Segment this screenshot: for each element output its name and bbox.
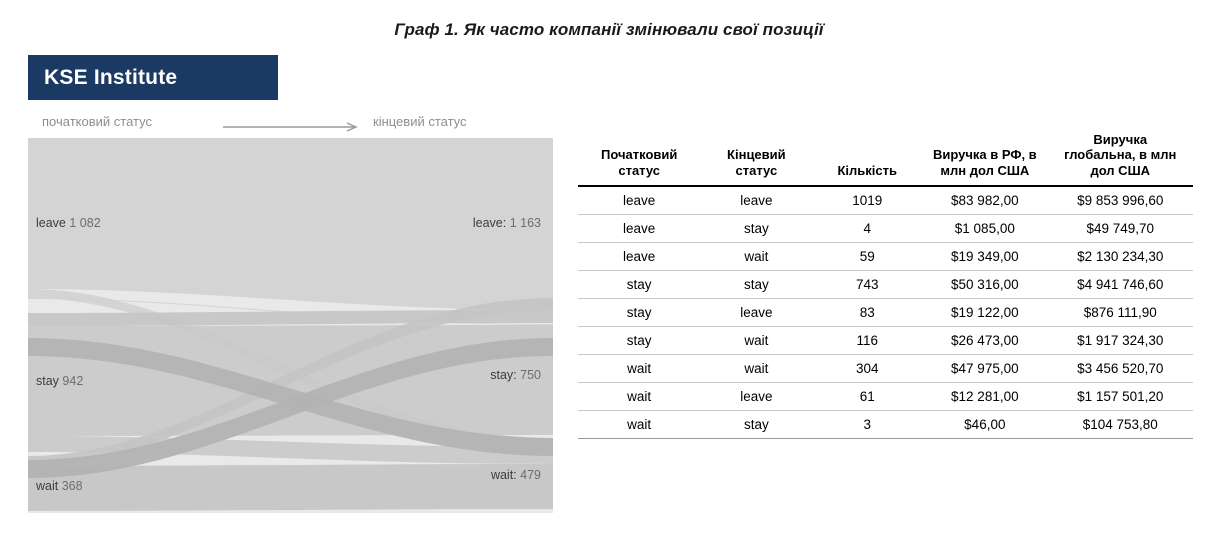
cell-end-status: leave — [700, 382, 812, 410]
cell-revenue-russia: $12 281,00 — [922, 382, 1047, 410]
cell-revenue-global: $104 753,80 — [1047, 410, 1193, 438]
table-header-row — [578, 130, 1193, 186]
sankey-node-right-wait: wait: 479 — [490, 468, 541, 482]
sankey-diagram — [28, 138, 553, 513]
cell-end-status: wait — [700, 354, 812, 382]
cell-revenue-global: $3 456 520,70 — [1047, 354, 1193, 382]
status-transition-table — [578, 130, 1193, 439]
cell-count: 4 — [812, 214, 922, 242]
cell-revenue-russia: $26 473,00 — [922, 326, 1047, 354]
page-title: Граф 1. Як часто компанії змінювали свої позиції — [394, 20, 824, 39]
column-header-revenue-global: Виручка глобальна, в млн дол США — [1047, 130, 1193, 186]
table-row — [578, 326, 1193, 354]
cell-revenue-russia: $46,00 — [922, 410, 1047, 438]
cell-revenue-russia: $83 982,00 — [922, 186, 1047, 215]
sankey-node-right-stay: stay: 750 — [490, 368, 541, 382]
cell-count: 61 — [812, 382, 922, 410]
sankey-axis-header — [28, 110, 553, 138]
arrow-right-icon — [223, 122, 363, 132]
cell-revenue-russia: $19 349,00 — [922, 242, 1047, 270]
cell-end-status: wait — [700, 242, 812, 270]
sankey-flows — [28, 138, 553, 513]
cell-revenue-russia: $1 085,00 — [922, 214, 1047, 242]
kse-institute-logo: KSE Institute — [28, 55, 278, 100]
cell-count: 3 — [812, 410, 922, 438]
table-row — [578, 382, 1193, 410]
sankey-node-left-wait: wait 368 — [36, 479, 83, 493]
cell-count: 304 — [812, 354, 922, 382]
cell-revenue-global: $1 157 501,20 — [1047, 382, 1193, 410]
cell-start-status: wait — [578, 410, 700, 438]
cell-count: 116 — [812, 326, 922, 354]
sankey-node-left-stay: stay 942 — [36, 374, 84, 388]
cell-count: 83 — [812, 298, 922, 326]
table-row — [578, 242, 1193, 270]
cell-end-status: wait — [700, 326, 812, 354]
cell-end-status: stay — [700, 270, 812, 298]
table-row — [578, 186, 1193, 215]
cell-revenue-global: $876 111,90 — [1047, 298, 1193, 326]
table-row — [578, 270, 1193, 298]
cell-start-status: leave — [578, 242, 700, 270]
sankey-node-left-leave: leave 1 082 — [36, 216, 101, 230]
column-header-revenue-russia: Виручка в РФ, в млн дол США — [922, 130, 1047, 186]
cell-count: 1019 — [812, 186, 922, 215]
column-header-end-status: Кінцевий статус — [700, 130, 812, 186]
cell-end-status: stay — [700, 410, 812, 438]
cell-start-status: wait — [578, 354, 700, 382]
table-row — [578, 298, 1193, 326]
cell-end-status: stay — [700, 214, 812, 242]
cell-end-status: leave — [700, 186, 812, 215]
cell-start-status: leave — [578, 186, 700, 215]
cell-revenue-global: $9 853 996,60 — [1047, 186, 1193, 215]
sankey-start-axis-label: початковий статус — [42, 114, 152, 129]
cell-count: 743 — [812, 270, 922, 298]
cell-start-status: stay — [578, 298, 700, 326]
cell-start-status: stay — [578, 326, 700, 354]
cell-revenue-russia: $50 316,00 — [922, 270, 1047, 298]
cell-revenue-russia: $47 975,00 — [922, 354, 1047, 382]
table-row — [578, 354, 1193, 382]
cell-start-status: leave — [578, 214, 700, 242]
cell-revenue-global: $49 749,70 — [1047, 214, 1193, 242]
cell-start-status: stay — [578, 270, 700, 298]
column-header-start-status: Початковий статус — [578, 130, 700, 186]
sankey-end-axis-label: кінцевий статус — [373, 114, 467, 129]
cell-count: 59 — [812, 242, 922, 270]
cell-start-status: wait — [578, 382, 700, 410]
cell-end-status: leave — [700, 298, 812, 326]
table-row — [578, 214, 1193, 242]
table-row — [578, 410, 1193, 438]
column-header-count: Кількість — [812, 130, 922, 186]
sankey-node-right-leave: leave: 1 163 — [472, 216, 541, 230]
cell-revenue-russia: $19 122,00 — [922, 298, 1047, 326]
cell-revenue-global: $1 917 324,30 — [1047, 326, 1193, 354]
cell-revenue-global: $2 130 234,30 — [1047, 242, 1193, 270]
cell-revenue-global: $4 941 746,60 — [1047, 270, 1193, 298]
